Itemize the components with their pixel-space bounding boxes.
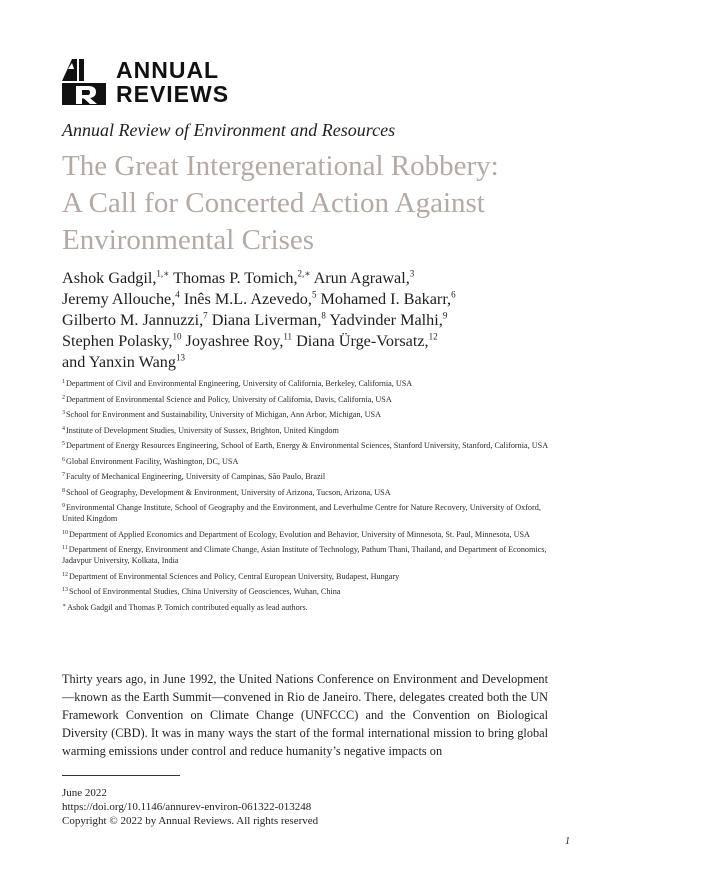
affiliation-item [62, 586, 552, 597]
affiliation-item [62, 502, 552, 524]
affiliation-sup: 7 [62, 472, 65, 478]
author-sup: 8 [321, 310, 326, 321]
affiliation-text: Faculty of Mechanical Engineering, University of Campinas, São Paulo, Brazil [66, 472, 326, 481]
author-sup: 9 [442, 310, 448, 321]
author-line [62, 289, 456, 310]
author-name: Diana Ürge-Vorsatz, [296, 332, 429, 350]
author-sup: 5 [311, 289, 317, 300]
affiliation-text: Department of Environmental Science and Policy, University of California, Davis, California, USA [66, 394, 392, 404]
author-name: Yadvinder Malhi, [329, 311, 443, 329]
affiliation-sup: 13 [62, 587, 68, 593]
author-name: Stephen Polasky, [62, 332, 173, 350]
author-name: Jeremy Allouche, [62, 290, 176, 308]
author-sup: 1,∗ [156, 268, 170, 279]
affiliation-item [62, 440, 552, 451]
affiliation-text: Department of Applied Economics and Department of Ecology, Evolution and Behavior, University of Minnesota, St. Paul, Minnesota, USA [69, 529, 530, 539]
publication-date: June 2022 [62, 787, 107, 799]
affiliation-text: Environmental Change Institute, School of Geography and the Environment, and Leverhulme Centre for Nature Recovery, University of Oxford, United Kingdom [62, 503, 541, 523]
affiliation-item [62, 394, 552, 405]
affiliation-sup: 11 [62, 545, 68, 551]
page-number: 1 [565, 836, 570, 847]
author-line [62, 352, 456, 373]
affiliation-list [62, 378, 552, 617]
affiliation-sup: 5 [62, 441, 65, 447]
affiliation-sup: 2 [62, 394, 65, 401]
author-list [62, 268, 456, 373]
affiliation-sup: ∗ [62, 602, 67, 609]
affiliation-sup: 9 [62, 503, 65, 509]
author-name: Mohamed I. Bakarr, [320, 290, 452, 308]
author-name: Diana Liverman, [211, 311, 322, 329]
author-sup: 11 [283, 331, 293, 342]
affiliation-item [62, 571, 552, 582]
logo-wordmark [116, 58, 229, 106]
affiliation-sup: 4 [62, 425, 65, 432]
title-line: Environmental Crises [62, 224, 315, 256]
author-name: Arun Agrawal, [313, 269, 410, 287]
author-name: Gilberto M. Jannuzzi, [62, 311, 204, 329]
annual-reviews-logo-icon [62, 59, 106, 105]
affiliation-text: Institute of Development Studies, University of Sussex, Brighton, United Kingdom [66, 425, 339, 435]
article-title [62, 148, 662, 259]
author-sup: 7 [203, 310, 208, 321]
affiliation-text: School for Environment and Sustainability, University of Michigan, Ann Arbor, Michigan, USA [66, 410, 382, 419]
logo-line-reviews: REVIEWS [116, 81, 230, 107]
affiliation-item [62, 425, 552, 436]
abstract-paragraph: Thirty years ago, in June 1992, the United Nations Conference on Environment and Development—known as the Earth Summit—convened in Rio de Janeiro. There, delegates created both the UN Framework Convention on Climate Change (UNFCCC) and the Convention on Biological Diversity (CBD). It was in many ways the start of the formal international mission to bring global warming emissions under control and reduce humanity’s negative impacts on [62, 672, 548, 758]
author-sup: 4 [175, 289, 180, 300]
author-line [62, 310, 456, 331]
affiliation-item [62, 378, 552, 389]
affiliation-text: School of Environmental Studies, China University of Geosciences, Wuhan, China [69, 587, 341, 596]
affiliation-sup: 6 [62, 456, 65, 463]
footnote-divider [62, 775, 180, 776]
author-sup: 2,∗ [297, 268, 311, 279]
affiliation-item [62, 409, 552, 420]
author-line [62, 331, 456, 352]
affiliation-text: Ashok Gadgil and Thomas P. Tomich contributed equally as lead authors. [67, 602, 308, 612]
title-line: The Great Intergenerational Robbery: [62, 150, 499, 182]
affiliation-text: Department of Environmental Sciences and Policy, Central European University, Budapest, Hungary [69, 571, 400, 581]
affiliation-sup: 1 [62, 379, 65, 385]
author-sup: 3 [409, 268, 415, 279]
affiliation-item [62, 529, 552, 540]
author-sup: 10 [172, 331, 182, 342]
affiliation-item [62, 471, 552, 482]
affiliation-text: School of Geography, Development & Environment, University of Arizona, Tucson, Arizona, USA [66, 487, 391, 497]
affiliation-text: Global Environment Facility, Washington, DC, USA [66, 456, 239, 466]
author-name: Joyashree Roy, [185, 332, 284, 350]
affiliation-item [62, 602, 552, 613]
affiliation-text: Department of Civil and Environmental Engineering, University of California, Berkeley, California, USA [66, 379, 413, 388]
author-line [62, 268, 456, 289]
affiliation-sup: 12 [62, 571, 68, 578]
logo-line-annual: ANNUAL [116, 57, 220, 83]
author-name: Inês M.L. Azevedo, [183, 290, 312, 308]
author-sup: 6 [451, 289, 456, 300]
affiliation-item [62, 544, 552, 566]
affiliation-sup: 3 [62, 410, 65, 416]
copyright-notice: Copyright © 2022 by Annual Reviews. All rights reserved [62, 815, 319, 827]
author-sup: 12 [428, 331, 438, 342]
affiliation-item [62, 456, 552, 467]
author-name: Thomas P. Tomich, [173, 269, 298, 287]
journal-name: Annual Review of Environment and Resources [62, 120, 396, 140]
title-line: A Call for Concerted Action Against [62, 187, 485, 219]
publication-info [62, 786, 318, 828]
doi-link[interactable]: https://doi.org/10.1146/annurev-environ-061322-013248 [62, 801, 312, 813]
affiliation-text: Department of Energy Resources Engineering, School of Earth, Energy & Environmental Sciences, Stanford University, Stanford, California, USA [66, 441, 549, 450]
annual-reviews-logo [62, 58, 229, 106]
affiliation-sup: 10 [62, 529, 68, 536]
affiliation-item [62, 487, 552, 498]
author-name: Ashok Gadgil, [62, 269, 157, 287]
affiliation-text: Department of Energy, Environment and Climate Change, Asian Institute of Technology, Pathum Thani, Thailand, and Department of Economics, Jadavpur University, Kolkata, India [62, 545, 547, 565]
author-sup: 13 [175, 352, 185, 363]
author-name: and Yanxin Wang [62, 353, 176, 371]
affiliation-sup: 8 [62, 487, 65, 494]
